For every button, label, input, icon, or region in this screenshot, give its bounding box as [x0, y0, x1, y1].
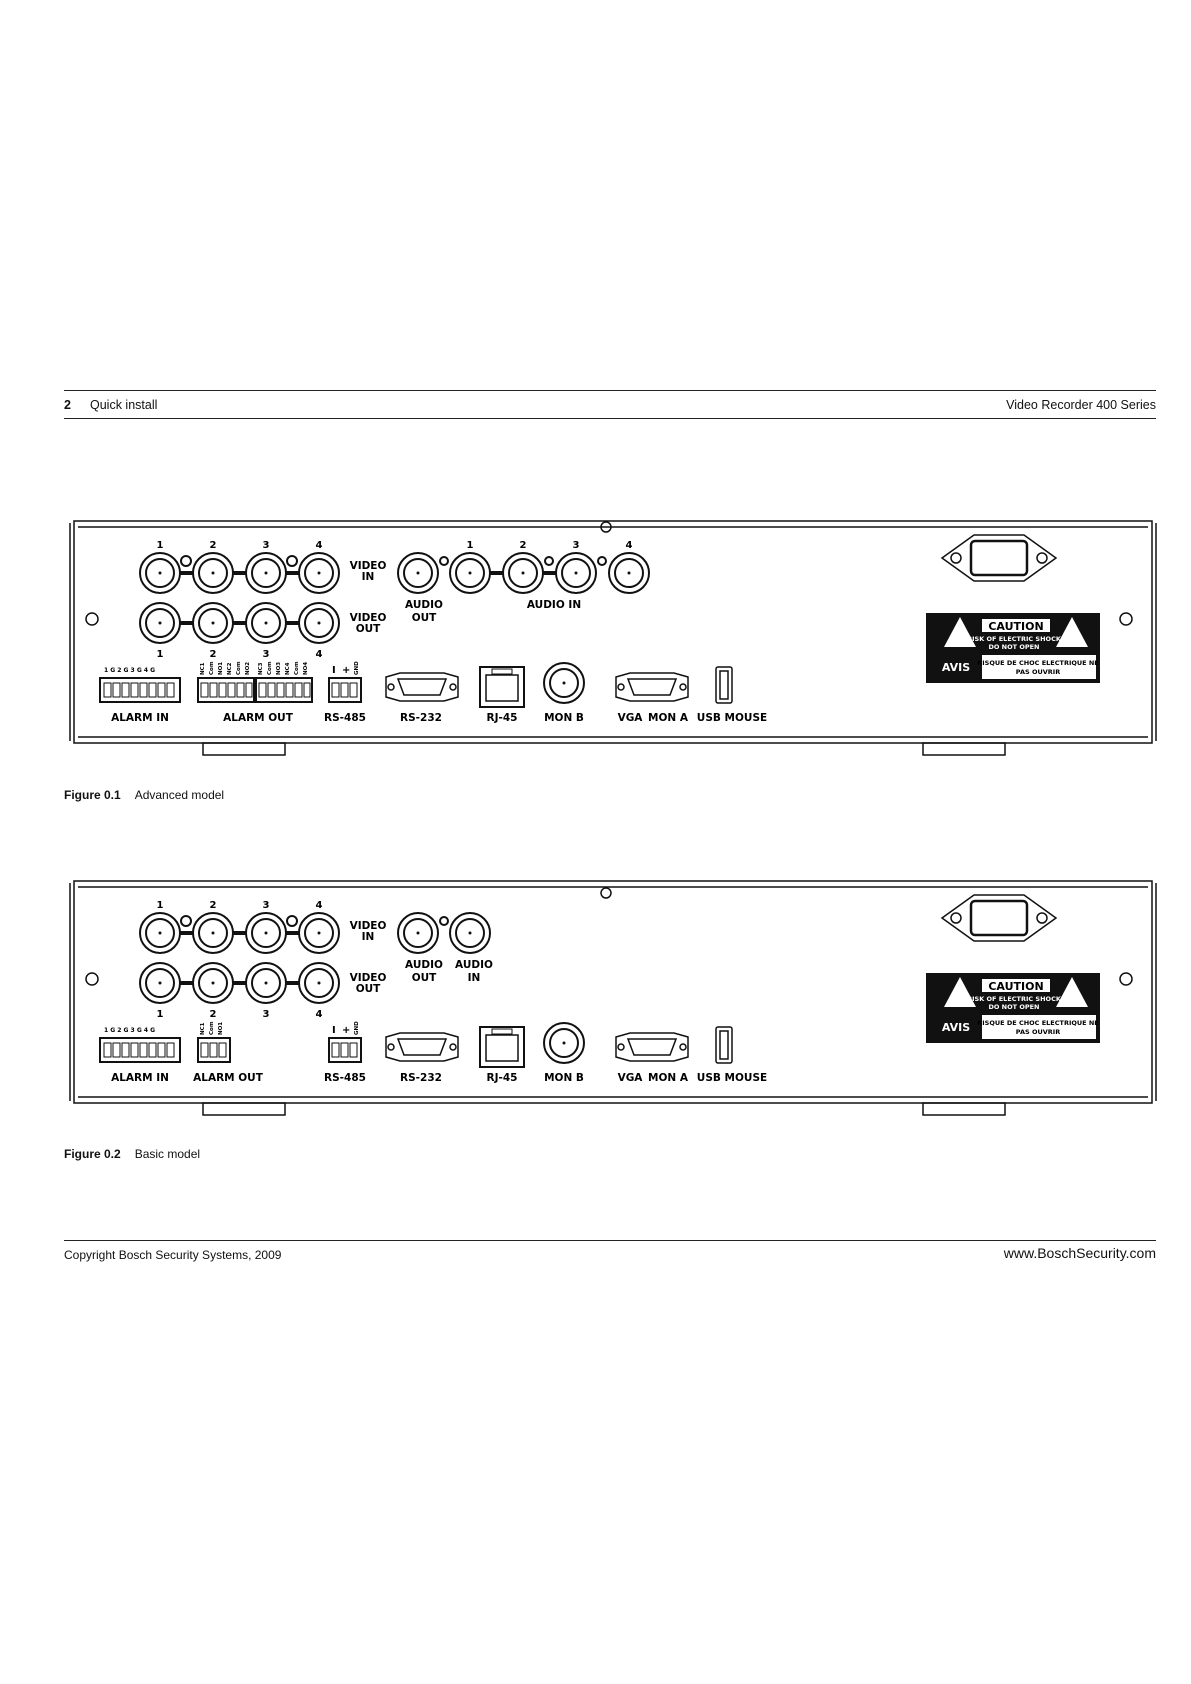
avis-line: RISQUE DE CHOC ELECTRIQUE NE	[977, 659, 1099, 667]
basic-model-rear-panel	[68, 865, 1158, 1121]
caution-title: CAUTION	[988, 980, 1044, 993]
video-out-number: 4	[315, 1009, 323, 1020]
video-out-label: VIDEO	[349, 612, 387, 624]
rs485-pin: I	[332, 1025, 336, 1036]
caution-line: DO NOT OPEN	[988, 643, 1040, 651]
alarm-out-pin: Com	[294, 661, 300, 675]
alarm-out-pin: NC3	[258, 662, 264, 675]
figure-basic-model	[68, 865, 1158, 1121]
audio-in-label: AUDIO IN	[526, 599, 582, 611]
video-in-number: 4	[315, 900, 323, 911]
video-out-label: OUT	[355, 623, 381, 635]
rs485-label: RS-485	[324, 712, 366, 724]
alarm-out-pin: NO3	[276, 661, 282, 675]
avis-line: RISQUE DE CHOC ELECTRIQUE NE	[977, 1019, 1099, 1027]
video-in-number: 4	[315, 540, 323, 551]
mon-b-label: MON B	[544, 712, 584, 724]
product-title: Video Recorder 400 Series	[1006, 398, 1156, 412]
alarm-out-label: ALARM OUT	[193, 1072, 263, 1084]
website-link[interactable]: www.BoschSecurity.com	[1003, 1245, 1156, 1261]
alarm-out-pin: NC2	[227, 662, 233, 675]
audio-out-label: OUT	[411, 612, 437, 624]
usb-mouse-label: USB MOUSE	[696, 712, 768, 724]
rj45-label: RJ-45	[486, 1072, 518, 1084]
video-in-number: 3	[262, 540, 270, 551]
video-out-number: 4	[315, 649, 323, 660]
audio-out-label: AUDIO	[405, 599, 443, 611]
caution-line: RISK OF ELECTRIC SHOCK	[967, 635, 1061, 643]
rs485-pin: GND	[354, 1021, 360, 1035]
caution-line: DO NOT OPEN	[988, 1003, 1040, 1011]
advanced-model-rear-panel	[68, 505, 1158, 761]
alarm-out-pin: NC1	[200, 1022, 206, 1035]
usb-mouse-label: USB MOUSE	[696, 1072, 768, 1084]
video-in-label: IN	[361, 571, 375, 583]
video-in-number: 1	[156, 540, 164, 551]
rs485-label: RS-485	[324, 1072, 366, 1084]
video-in-label: VIDEO	[349, 560, 387, 572]
figure-caption	[64, 1147, 200, 1161]
caution-title: CAUTION	[988, 620, 1044, 633]
video-in-label: VIDEO	[349, 920, 387, 932]
alarm-out-pin: NC1	[200, 662, 206, 675]
rs232-label: RS-232	[400, 1072, 442, 1084]
header-rule-bottom	[64, 418, 1156, 419]
caution-line: RISK OF ELECTRIC SHOCK	[967, 995, 1061, 1003]
vga-label: VGA	[617, 712, 643, 724]
audio-in-number: 2	[519, 540, 527, 551]
avis-title: AVIS	[941, 661, 971, 674]
alarm-out-pin: Com	[209, 661, 215, 675]
figure-title: Advanced model	[134, 788, 225, 802]
audio-out-label: AUDIO	[405, 959, 443, 971]
audio-in-label: AUDIO	[455, 959, 493, 971]
video-in-number: 1	[156, 900, 164, 911]
mon-a-label: MON A	[648, 1072, 688, 1084]
rs485-pin: I	[332, 665, 336, 676]
video-out-number: 2	[209, 1009, 217, 1020]
header-rule-top	[64, 390, 1156, 391]
video-in-number: 2	[209, 540, 217, 551]
video-out-number: 1	[156, 1009, 164, 1020]
alarm-in-label: ALARM IN	[111, 712, 169, 724]
avis-line: PAS OUVRIR	[1015, 668, 1061, 676]
mon-a-label: MON A	[648, 712, 688, 724]
rs485-pin: +	[342, 665, 351, 676]
alarm-out-pin: NO1	[218, 1021, 224, 1035]
figure-number: Figure 0.1	[64, 788, 121, 802]
figure-caption	[64, 788, 224, 802]
copyright-text: Copyright Bosch Security Systems, 2009	[64, 1248, 282, 1262]
alarm-in-pins: 1 G 2 G 3 G 4 G	[104, 667, 156, 674]
audio-out-label: OUT	[411, 972, 437, 984]
avis-title: AVIS	[941, 1021, 971, 1034]
alarm-out-pin: Com	[209, 1021, 215, 1035]
alarm-out-pin: NO2	[245, 661, 251, 675]
video-in-number: 3	[262, 900, 270, 911]
audio-in-number: 4	[625, 540, 633, 551]
alarm-out-pin: NO1	[218, 661, 224, 675]
section-title: Quick install	[90, 398, 158, 412]
alarm-out-pin: NC4	[285, 662, 291, 675]
alarm-in-pins: 1 G 2 G 3 G 4 G	[104, 1027, 156, 1034]
video-out-label: OUT	[355, 983, 381, 995]
alarm-out-label: ALARM OUT	[223, 712, 293, 724]
rj45-label: RJ-45	[486, 712, 518, 724]
video-out-number: 2	[209, 649, 217, 660]
figure-advanced-model	[68, 505, 1158, 761]
video-out-number: 3	[262, 649, 270, 660]
audio-in-number: 3	[572, 540, 580, 551]
alarm-in-label: ALARM IN	[111, 1072, 169, 1084]
page-number: 2	[64, 398, 71, 412]
audio-in-number: 1	[466, 540, 474, 551]
alarm-out-pin: Com	[236, 661, 242, 675]
alarm-out-pin: Com	[267, 661, 273, 675]
caution-label	[926, 973, 1100, 1043]
vga-label: VGA	[617, 1072, 643, 1084]
avis-line: PAS OUVRIR	[1015, 1028, 1061, 1036]
rs485-pin: +	[342, 1025, 351, 1036]
rs232-label: RS-232	[400, 712, 442, 724]
caution-label	[926, 613, 1100, 683]
alarm-out-pin: NO4	[303, 661, 309, 675]
video-out-label: VIDEO	[349, 972, 387, 984]
figure-number: Figure 0.2	[64, 1147, 121, 1161]
mon-b-label: MON B	[544, 1072, 584, 1084]
video-in-number: 2	[209, 900, 217, 911]
video-out-number: 1	[156, 649, 164, 660]
audio-in-label: IN	[467, 972, 481, 984]
figure-title: Basic model	[134, 1147, 201, 1161]
video-out-number: 3	[262, 1009, 270, 1020]
footer-rule	[64, 1240, 1156, 1241]
rs485-pin: GND	[354, 661, 360, 675]
video-in-label: IN	[361, 931, 375, 943]
